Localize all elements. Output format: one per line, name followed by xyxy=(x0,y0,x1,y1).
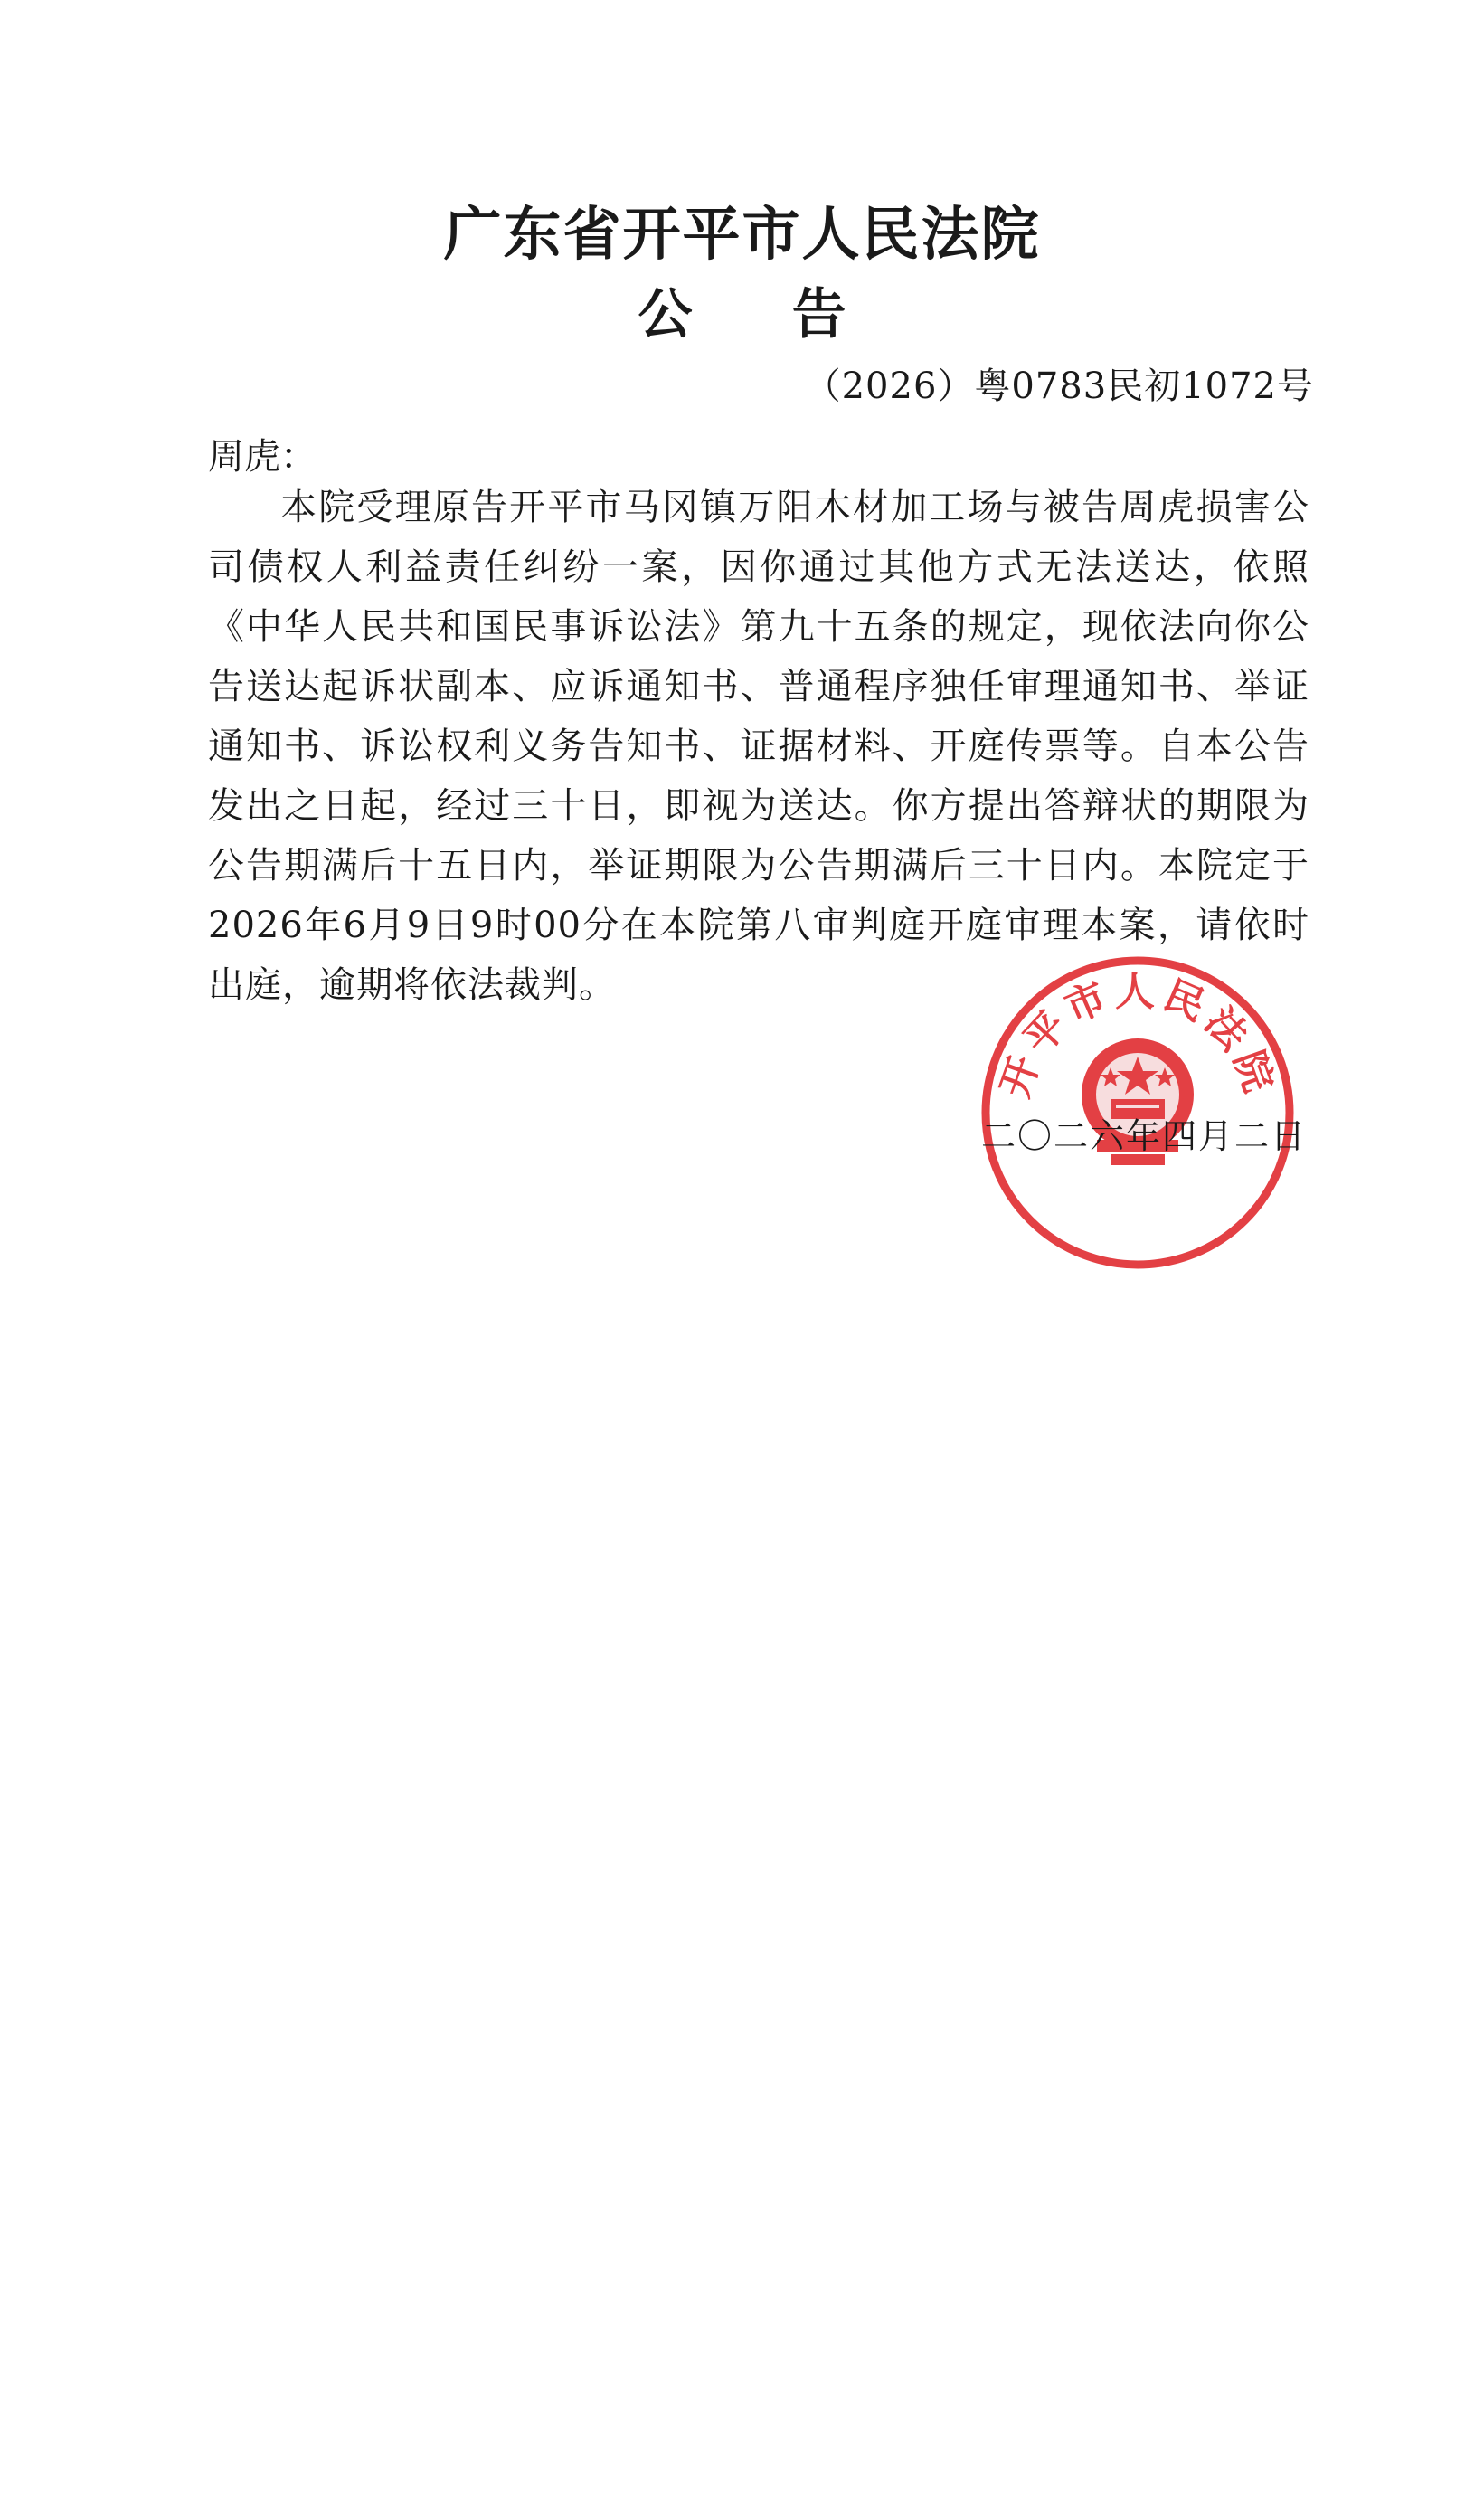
doc-type-char-2: 告 xyxy=(791,283,846,346)
doc-type-char-1: 公 xyxy=(638,283,693,346)
seal-text: 开平市人民法院 xyxy=(991,969,1284,1104)
issue-date: 二〇二六年四月二日 xyxy=(980,1116,1307,1156)
notice-body: 本院受理原告开平市马冈镇万阳木材加工场与被告周虎损害公司债权人利益责任纠纷一案，因你通过其他方式无法送达，依照《中华人民共和国民事诉讼法》第九十五条的规定，现依法向你公告送达起诉状副本、应诉通知书、普通程序独任审理通知书、举证通知书、诉讼权利义务告知书、证据材料、开庭传票等。自本公告发出之日起，经过三十日，即视为送达。你方提出答辩状的期限为公告期满后十五日内，举证期限为公告期满后三十日内。本院定于2026年6月9日9时00分在本院第八审判庭开庭审理本案，请依时出庭，逾期将依法裁判。 xyxy=(208,487,1309,1006)
document-type-heading xyxy=(0,271,1484,349)
addressee: 周虎： xyxy=(208,436,317,478)
court-name-title: 广东省开平市人民法院 xyxy=(443,202,1041,269)
case-number: （2026）粤0783民初1072号 xyxy=(804,365,1314,407)
